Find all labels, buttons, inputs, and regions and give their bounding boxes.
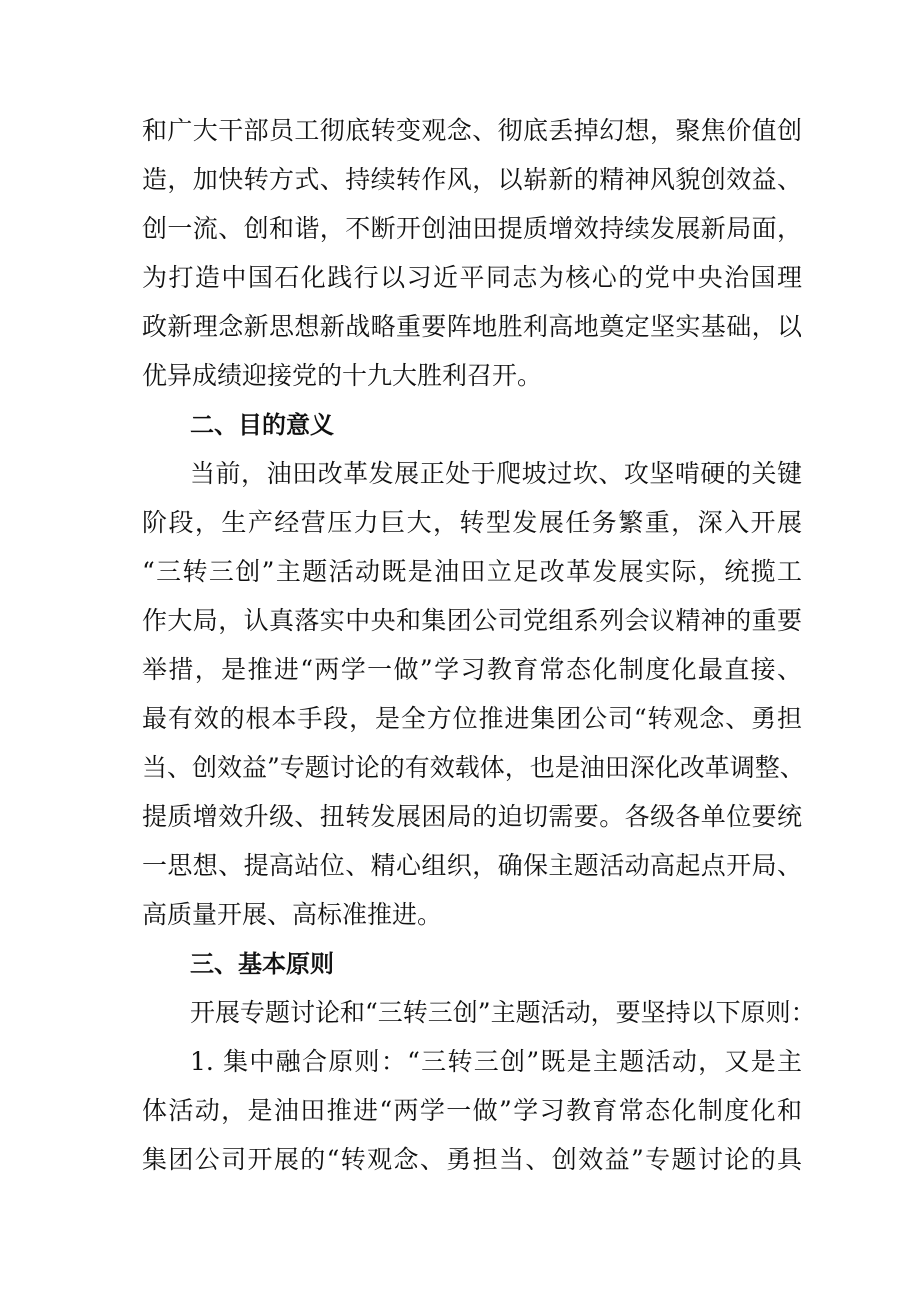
paragraph-line: 体活动，是油田推进“两学一做”学习教育常态化制度化和 (142, 1096, 802, 1125)
paragraph-line: 优异成绩迎接党的十九大胜利召开。 (142, 361, 543, 390)
section-heading: 二、目的意义 (190, 411, 334, 439)
paragraph-line: 当前，油田改革发展正处于爬坡过坎、攻坚啃硬的关键 (190, 459, 802, 488)
paragraph-line: 集团公司开展的“转观念、勇担当、创效益”专题讨论的具 (142, 1145, 802, 1174)
paragraph-line: 高质量开展、高标准推进。 (142, 900, 443, 929)
paragraph-line: 当、创效益”专题讨论的有效载体，也是油田深化改革调整、 (142, 753, 805, 782)
section-heading: 三、基本原则 (190, 950, 334, 978)
paragraph-line: 创一流、创和谐，不断开创油田提质增效持续发展新局面， (142, 214, 802, 243)
paragraph-line: 1. 集中融合原则：“三转三创”既是主题活动，又是主 (190, 1047, 802, 1076)
paragraph-line: 提质增效升级、扭转发展困局的迫切需要。各级各单位要统 (142, 802, 802, 831)
paragraph-line: 和广大干部员工彻底转变观念、彻底丢掉幻想，聚焦价值创 (142, 116, 802, 145)
paragraph-line: 造，加快转方式、持续转作风，以崭新的精神风貌创效益、 (142, 165, 802, 194)
paragraph-line: 政新理念新思想新战略重要阵地胜利高地奠定坚实基础，以 (142, 312, 802, 341)
paragraph-line: 阶段，生产经营压力巨大，转型发展任务繁重，深入开展 (142, 508, 802, 537)
paragraph-line: 一思想、提高站位、精心组织，确保主题活动高起点开局、 (142, 851, 802, 880)
paragraph-line: 为打造中国石化践行以习近平同志为核心的党中央治国理 (142, 263, 802, 292)
paragraph-line: 作大局，认真落实中央和集团公司党组系列会议精神的重要 (142, 606, 802, 635)
paragraph-line: 举措，是推进“两学一做”学习教育常态化制度化最直接、 (142, 655, 802, 684)
paragraph-line: 最有效的根本手段，是全方位推进集团公司“转观念、勇担 (142, 704, 802, 733)
paragraph-line: “三转三创”主题活动既是油田立足改革发展实际，统揽工 (142, 557, 802, 586)
paragraph-line: 开展专题讨论和“三转三创”主题活动，要坚持以下原则： (190, 998, 816, 1027)
